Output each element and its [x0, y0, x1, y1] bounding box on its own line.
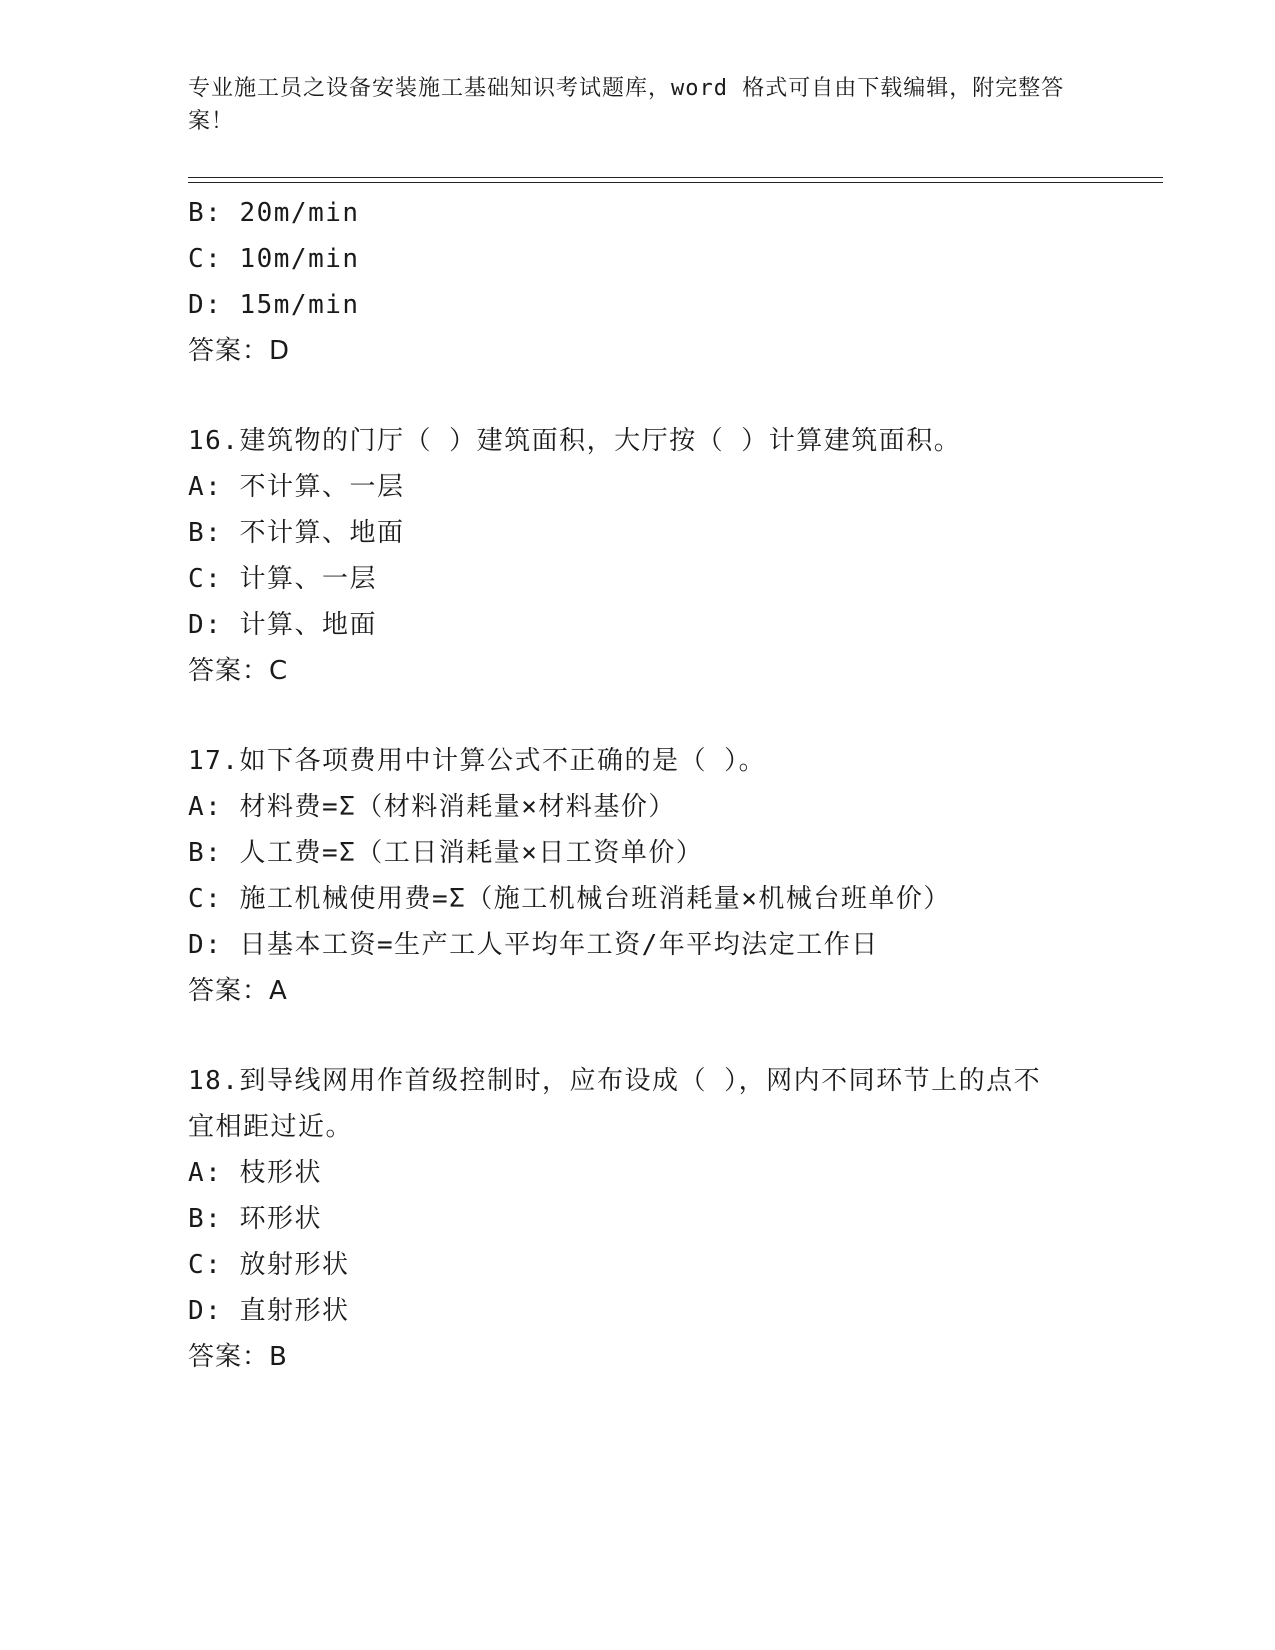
option-b: B: 环形状: [188, 1204, 322, 1234]
option-a: A: 枝形状: [188, 1158, 322, 1188]
option-b: B: 20m/min: [188, 198, 360, 228]
option-c: C: 施工机械使用费=Σ（施工机械台班消耗量×机械台班单价）: [188, 884, 951, 914]
question-text: 16.建筑物的门厅（ ）建筑面积，大厅按（ ）计算建筑面积。: [188, 426, 962, 456]
question-list: [188, 190, 1088, 1380]
question-18: [188, 1058, 1088, 1380]
answer: 答案：B: [188, 1342, 288, 1372]
option-d: D: 直射形状: [188, 1296, 350, 1326]
option-a: A: 不计算、一层: [188, 472, 405, 502]
option-b: B: 人工费=Σ（工日消耗量×日工资单价）: [188, 838, 704, 868]
answer: 答案：D: [188, 336, 291, 366]
option-c: C: 10m/min: [188, 244, 360, 274]
question-17: [188, 738, 1088, 1014]
header-rule-top: [188, 177, 1163, 178]
option-c: C: 计算、一层: [188, 564, 377, 594]
option-d: D: 15m/min: [188, 290, 360, 320]
document-header: 专业施工员之设备安装施工基础知识考试题库，word 格式可自由下载编辑，附完整答案！: [188, 76, 1065, 134]
option-d: D: 计算、地面: [188, 610, 377, 640]
question-text: 17.如下各项费用中计算公式不正确的是（ ）。: [188, 746, 767, 776]
option-b: B: 不计算、地面: [188, 518, 405, 548]
answer: 答案：C: [188, 656, 289, 686]
question-16: [188, 418, 1088, 694]
option-d: D: 日基本工资=生产工人平均年工资/年平均法定工作日: [188, 930, 879, 960]
option-c: C: 放射形状: [188, 1250, 350, 1280]
answer: 答案：A: [188, 976, 288, 1006]
question-15-continued: [188, 190, 1088, 374]
option-a: A: 材料费=Σ（材料消耗量×材料基价）: [188, 792, 676, 822]
header-rule-bottom: [188, 182, 1163, 183]
question-text: 18.到导线网用作首级控制时，应布设成（ ），网内不同环节上的点不宜相距过近。: [188, 1066, 1042, 1142]
